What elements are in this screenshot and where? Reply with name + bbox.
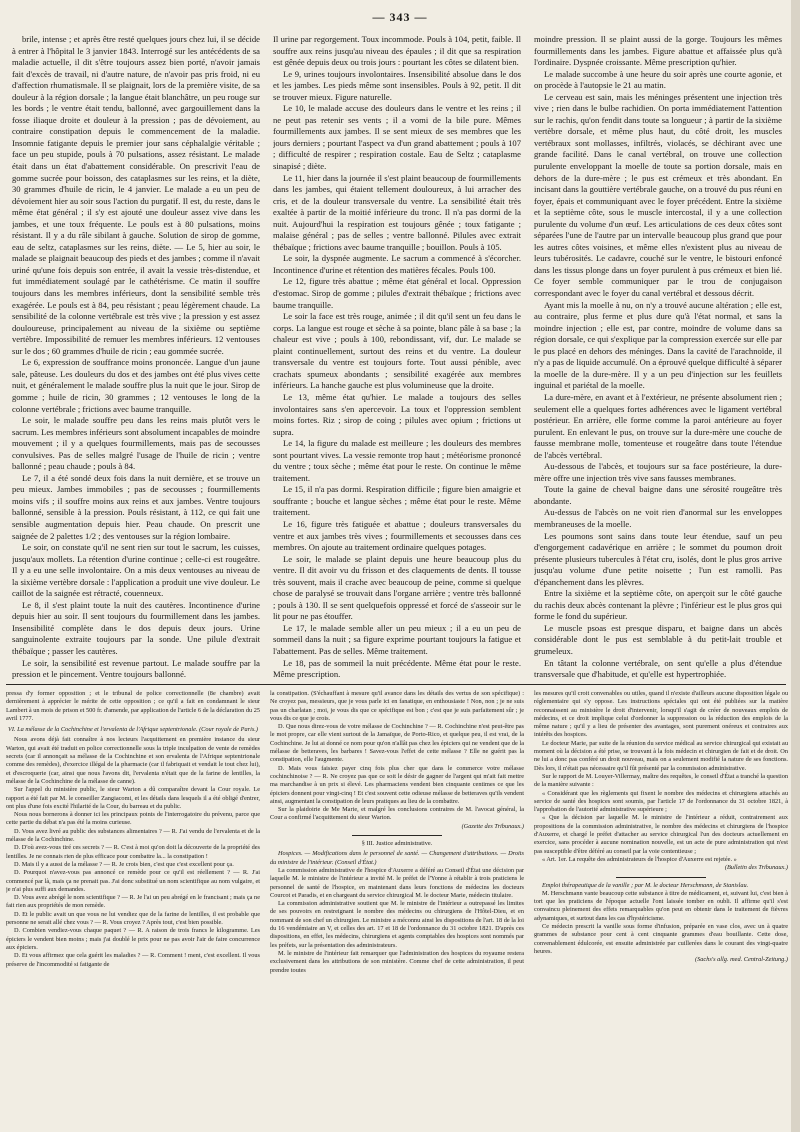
lower-column-3 [534, 690, 788, 1128]
paragraph: La commission administrative de l'hospice d'Auxerre a déféré au Conseil d'État une décision par laquelle M. le ministre de l'intérieur a invité M. le préfet de l'Yonne à rétablir à trois praticiens le personnel de santé de l'hospice, en maintenant dans leurs fonctions de médecins les docteurs Courcot et Paradis, et en chargeant du service chirurgical M. le docteur Marie, médecin titulaire. [270, 866, 524, 899]
paragraph: Le malade succombe à une heure du soir après une courte agonie, et on procède à l'autopsie le 21 au matin. [534, 68, 782, 91]
page-number: — 343 — [372, 10, 428, 24]
paragraph: Le soir, la sensibilité est revenue partout. Le malade souffre par la pression et le pincement. Ventre toujours ballonné. [12, 657, 260, 680]
paragraph: moindre pression. Il se plaint aussi de la gorge. Toujours les mêmes fourmillements dans les jambes. Figure abattue et affaissée plus qu'à l'ordinaire. Dyspnée croissante. Même prescription qu'hier. [534, 34, 782, 68]
paragraph: Nous nous bornerons à donner ici les principaux points de l'interrogatoire du prévenu, parce que cette partie du débat n'a pas été la moins curieuse. [6, 811, 260, 827]
section-divider [6, 684, 786, 685]
paragraph: M. le ministre de l'intérieur fait remarquer que l'administration des hospices du royaume restera exclusivement dans les attributions de son ministère. Comme chef de cette administration, il peut prendre toutes [270, 949, 524, 974]
lower-column-2 [270, 690, 524, 1128]
paragraph: Le 11, hier dans la journée il s'est plaint beaucoup de fourmillements dans les jambes, qui étaient tellement douloureux, à lui arracher des cris, et de la douleur transversale du ventre. La sensibilité était très exaltée à partir de la moitié inférieure du tronc. Il n'a pas dormi de la nuit. Aujourd'hui la respiration est toujours gênée ; toux fatigante ; malaise général ; pas de selles ; ventre ballonné. Pilules avec extrait thébaïque ; frictions avec baume tranquille ; bouillon. Pouls à 105. [273, 172, 521, 252]
source-citation: (Bulletin des Tribunaux.) [724, 864, 788, 872]
paragraph: Sur l'appel du ministère public, le sieur Warton a dû comparaître devant la Cour royale. Le rapport a été fait par M. le conseiller Zangiacomi, et les détails dans lesquels il a été obligé d'entrer, ont plus d'une fois excité l'hilarité de la Cour, du barreau et du public. [6, 786, 260, 810]
source-citation: (Gazette des Tribunaux.) [461, 822, 524, 830]
paragraph: D. Combien vendiez-vous chaque paquet ? — R. A raison de trois francs le kilogramme. Les épiciers le vendent bien moins ; mais j'ai doublé le prix pour ne pas avoir l'air de faire concurrence aux épiciers. [6, 927, 260, 951]
paragraph: D. Vous avez abrégé le nom scientifique ? — R. Je l'ai un peu abrégé en le francisant ; mais ça ne fait rien aux propriétés de mon remède. [6, 894, 260, 910]
paragraph: Le soir, on constate qu'il ne sent rien sur tout le sacrum, les cuisses, jusqu'aux mollets. La rétention d'urine continue ; celle-ci est rougeâtre. Il y a eu une selle involontaire. On a mis deux ventouses au niveau de la sixième vertèbre dorsale : l'application a produit une vive douleur. Le caillot de la saignée est rétracté, couenneux. [12, 542, 260, 599]
paragraph: D. Et vous affirmez que cela guérit les maladies ? — R. Comment ! ment, c'est excellent. Il vous préserve de l'incommodité si fatigante de [6, 952, 260, 968]
paragraph: Entre la sixième et la septième côte, on aperçoit sur le côté gauche du rachis deux abcès contenant la plèvre ; l'inférieur est le plus gros qui forme le fond du supérieur. [534, 588, 782, 622]
paragraph: Toute la gaine de cheval baigne dans une sérosité rougeâtre très abondante. [534, 484, 782, 506]
paragraph: Le 7, il a été sondé deux fois dans la nuit dernière, et se trouve un peu mieux. Jambes immobiles ; pas de secousses ; fourmillements moins vifs ; il souffre moins aux reins et aux jambes. Ventre toujours ballonné, sensible à la pression. Pouls résistant, à 112, ce qui fait une sensible augmentation depuis hier. Peau chaude. On prescrit une saignée de 2 palettes 1/2 ; des ventouses sur la région lombaire. [12, 472, 260, 541]
paragraph: En tâtant la colonne vertébrale, on sent qu'elle a plus d'étendue transversale que d'habitude, et qu'elle est hypertrophiée. [534, 657, 782, 680]
paragraph: D. Mais il y a aussi de la mélasse ? — R. Je crois bien, c'est que c'est excellent pour ça. [14, 860, 234, 868]
paragraph: D. Pourquoi n'avez-vous pas annoncé ce remède pour ce qu'il est réellement ? — R. J'ai commencé par là, mais ça ne prenait pas. J'ai donc substitué un nom scientifique au nom vulgaire, et je n'ai plus suffi aux demandes. [6, 869, 260, 893]
lower-column-1 [6, 690, 260, 1128]
paragraph: D. D'où avez-vous tiré ces secrets ? — R. C'est à moi qu'on doit la découverte de la propriété des lentilles. Je ne connais rien de plus efficace pour combattre la... la constipation ! [6, 844, 260, 860]
divider [616, 877, 706, 878]
paragraph: pressa d'y former opposition ; et le tribunal de police correctionnelle (8e chambre) avait dernièrement à apprécier le mérite de cette opposition ; ce qu'il a fait en condamnant le sieur Lambert à un mois de prison et 500 fr. d'amende, par application de l'article 6 de la déclaration du 25 avril 1777. [6, 690, 260, 722]
paragraph: Le muscle psoas est presque disparu, et baigne dans un abcès considérable dont le pus est semblable à du petit-lait trouble et grumeleux. [534, 622, 782, 656]
paragraph: les mesures qu'il croit convenables ou utiles, quand il n'existe d'ailleurs aucune disposition légale ou réglementaire qui s'y oppose. Les instructions spéciales qui ont été publiées sur la matière reconnaissent au ministère le droit d'intervenir, lorsqu'il s'agit de créer de nouveaux emplois de médecins, et ce droit implique celui d'ordonner la suppression ou la réduction des emplois de la même nature ; qu'il y a lieu de présenter des avantages, sont purement onéreux et contraires aux intérêts des hospices. [534, 690, 788, 739]
paragraph: brile, intense ; et après être resté quelques jours chez lui, il se décide à entrer à l'hôpital le 3 janvier 1843. Interrogé sur les antécédents de sa maladie actuelle, il dit s'être toujours assez bien porté, n'avoir jamais fait d'excès de travail, ni d'autre nature, de n'avoir pas pris froid, ni eu d'affection rhumatismale. Il se plaignait, lors de la première visite, de sa douleur à la région dorsale ; la langue était blanchâtre, un peu rouge sur les bords ; le ventre était tendu, ballonné, avec gargouillement dans la fosse iliaque droite et douleur à la pression ; pas de dévoiement, au contraire constipation depuis le commencement de la maladie. Insomnie fatigante depuis le premier jour sans céphalalgie véritable ; face un peu stupide, pouls à 70 pulsations, assez résistant. Le malade était dans un état d'abattement considérable. On prescrivit l'eau de gomme sucrée pour boisson, des cataplasmes sur les reins, et la diète, 30 grammes d'huile de ricin, le 4 janvier. Le malade a eu un peu de dévoiement hier au soir sous l'action du purgatif. Il est, du reste, dans le même état général ; il s'y est ajouté une douleur assez vive dans les jambes, et une toux fréquente. Le pouls est à 80 pulsations, moins résistant. Il y a du râle sibilant à gauche. Solution de sirop de gomme, eau de seltz, cataplasmes sur les reins, diète. — Le 5, hier au soir, le malade se plaignait beaucoup des pieds et des jambes ; comme il n'avait uriné qu'une fois depuis son entrée, il avait la vessie très-distendue, et fut immédiatement soulagé par le cathétérisme. Ce matin il souffre toujours dans les membres inférieurs, dont la sensibilité semble très exagérée. Le pouls est à 84, peu résistant ; peau légèrement chaude. La sensibilité de la colonne vertébrale est très vive ; la pression y est assez douloureuse, principalement au niveau de la sixième ou septième vertèbre. Impossibilité de remuer les membres inférieurs. 12 ventouses sur le dos ; 60 grammes d'huile de ricin ; eau gommée sucrée. [12, 34, 260, 356]
divider [352, 835, 442, 836]
paragraph: Ce médecin prescrit la vanille sous forme d'infusion, préparée en vase clos, avec un à quatre grammes de substance pour cent à cent cinquante grammes d'eau bouillante. Cette dose, convenablement édulcorée, est ensuite administrée par cuillerées dans le courant des vingt-quatre heures. [534, 923, 788, 955]
article-heading: Emploi thérapeutique de la vanille ; par M. le docteur Herschmann, de Stanislau. [542, 881, 749, 889]
paragraph: Le cerveau est sain, mais les méninges présentent une injection très vive ; rien dans le bulbe rachidien. On porta immédiatement l'attention sur le rachis, qu'on fendit dans toute sa longueur ; à partir de la sixième vertèbre dorsale, et même plus haut, du côté droit, les muscles vertébraux sont mollasses, infiltrés, violacés, se déchirant avec une grande facilité. Dans le canal vertébral, on trouve une collection purulente enveloppant la moelle de toute sa portion dorsale, mais en dehors de la dure-mère ; le pus est crémeux et très abondant. En incisant dans la gouttière vertébrale gauche, on a trouvé du pus réuni en foyer, épais et communiquant avec le foyer précédent. Entre la sixième et la septième côte, sous le muscle intercostal, il y a une collection purulente du volume d'un œuf. Les articulations de ces deux côtes sont séparées l'une de l'autre par un intervalle beaucoup plus grand que pour les autres côtes voisines, et même elles n'existent plus au niveau de leurs tubérosités. Le cadavre, couché sur le ventre, le bistouri enfoncé dans les tissus plonge dans un foyer purulent à pus crémeux et bien lié. Ce foyer semble communiquer par le trou de conjugaison correspondant avec le foyer du canal vertébral et dessous décrit. [534, 91, 782, 299]
paragraph: D. Et le public avait un que vous ne lui vendiez que de la farine de lentilles, il est probable que personne ne serait allé chez vous ? — R. Vous croyez ? Après tout, c'est bien possible. [6, 910, 260, 927]
paragraph: D. Que nous direz-vous de votre mélasse de Cochinchine ? — R. Cochinchine n'est peut-être pas le mot propre, car elle vient surtout de la Jamaïque, de Porto-Rico, et quelque peu, il est vrai, de la Cochinchine. Je lui ai donné ce nom pour qu'on n'allât pas chez les épiciers qui ne vendent que de la mélasse de betteraves, les barbares ! Savez-vous l'effet de cette mélasse ? Elle ne guérit pas la constipation, elle l'augmente. [270, 723, 524, 764]
paragraph: Le 6, expression de souffrance moins prononcée. Langue d'un jaune sale, pâteuse. Les douleurs du dos et des jambes ont été plus vives cette nuit, et généralement le malade souffre plus la nuit que le jour. Sirop de gomme ; huile de ricin, 30 grammes ; 12 ventouses le long de la colonne vertébrale ; frictions avec baume tranquille. [12, 357, 260, 414]
paragraph: Le 14, la figure du malade est meilleure ; les douleurs des membres sont pourtant vives. La vessie remonte trop haut ; météorisme prononcé du ventre ; toux sèche ; même état pour le reste. On continue le même traitement. [273, 438, 521, 483]
paragraph [534, 681, 782, 682]
article-column-2 [273, 34, 521, 682]
paragraph: « Art. 1er. La requête des administrateurs de l'hospice d'Auxerre est rejetée. » [542, 855, 737, 863]
paragraph [273, 681, 521, 682]
paragraph: Le 9, urines toujours involontaires. Insensibilité absolue dans le dos et les jambes. Les pieds même sont insensibles. Pouls à 92, petit. Il dit se trouver mieux. Figure naturelle. [273, 68, 521, 102]
page-edge [791, 0, 800, 1132]
paragraph: Le 8, il s'est plaint toute la nuit des cautères. Incontinence d'urine depuis hier au soir. Il sent toujours du fourmillement dans les jambes. Insensibilité complète dans le dos depuis deux jours. Urine sanguinolente extraite toujours par la sonde. Une pilule d'extrait thébaïque ; passer les cautères. [12, 599, 260, 656]
article-column-3 [534, 34, 782, 682]
paragraph: Nous avons déjà fait connaître à nos lecteurs l'acquittement en première instance du sieur Warton, qui avait été traduit en police correctionnelle sous la triple inculpation de vente de remèdes secrets (car il annonçait sa mélasse de la Cochinchine et son ervalenta de l'Afrique septentrionale comme des remèdes), d'exercice illégal de la pharmacie (car il fabriquait et vendait le tout chez lui), et d'escroquerie (car, ainsi que nous l'avons dit, l'ervalenta n'était que de la farine de lentilles, la mélasse de la Cochinchine de la mélasse de canne). [6, 736, 260, 785]
source-citation: (Sachs's allg. med. Central-Zeitung.) [695, 956, 788, 964]
section-heading: VI. La mélasse de la Cochinchine et l'ervalenta de l'Afrique septentrionale. (Cour royale de Paris.) [8, 726, 258, 734]
paragraph: Le soir la face est très rouge, animée ; il dit qu'il sent un feu dans le corps. La langue est rouge et sèche à sa pointe, blanc pâle à sa base ; la chaleur est vive ; pouls à 100, rebondissant, vif, dur. Le malade se plaint continuellement, surtout des reins et du ventre. La douleur transversale du ventre est toujours forte. Tout aussi pénible, avec crachats spumeux abondants ; sensibilité exagérée aux membres inférieurs. La hanche gauche est plus volumineuse que la droite. [273, 311, 521, 391]
paragraph: la constipation. (S'échauffant à mesure qu'il avance dans les détails des vertus de son spécifique) : Ne croyez pas, messieurs, que je vous parle ici en fanatique, en enthousiaste ! Non, non ; je ne suis pas un charlatan ; moi, je vous dis que ce spécifique est bon ; c'est que je suis parfaitement sûr ; je vous dis ce que je crois. [270, 690, 524, 722]
article-column-1 [12, 34, 260, 682]
paragraph: La commission administrative soutient que M. le ministre de l'intérieur a outrepassé les limites de ses pouvoirs en restreignant le nombre des médecins ou chirurgiens de l'Hôtel-Dieu, et en nommant de son chef un chirurgien. Le ministre a méconnu ainsi les dispositions de l'art. 18 de la loi du 16 vendémiaire an V, et celles des art. 17 et 18 de l'ordonnance du 31 octobre 1821. D'après ces dispositions, en effet, les médecins, chirurgiens et agents comptables des hospices sont nommés par les préfets, sur la présentation des administrateurs. [270, 900, 524, 949]
paragraph: Les poumons sont sains dans toute leur étendue, sauf un peu d'engorgement cadavérique en arrière ; le sommet du poumon droit présente plusieurs tubercules à l'état cru, isolés, dont le plus gros arrive jusqu'au volume d'une petite noisette ; l'un est ramolli. Pas d'épanchement dans les plèvres. [534, 530, 782, 587]
paragraph: Sur la plaidoirie de Me Marie, et malgré les conclusions contraires de M. l'avocat général, la Cour a confirmé l'acquittement du sieur Warton. [270, 806, 524, 822]
paragraph: Au-dessus de l'abcès on ne voit rien d'anormal sur les enveloppes membraneuses de la moelle. [534, 507, 782, 529]
paragraph: Ayant mis la moelle à nu, on n'y a trouvé aucune altération ; elle est, au contraire, plus ferme et plus dure qu'à l'état normal, et sans la moindre injection ; elle est, par contre, moindre de volume dans sa région dorsale, ce qui s'explique par la compression exercée sur elle par le pus placé en dehors des méninges. Dans la cavité de l'arachnoïde, il n'y a pas de liquide accumulé. On a éprouvé quelque difficulté à séparer la moelle de la dure-mère. Il y a un peu d'injection sur les feuillets inguinal et pariétal de la moelle. [534, 299, 782, 391]
paragraph: « Considérant que les règlements qui fixent le nombre des médecins et chirurgiens attachés au service de santé des hospices sont soumis, par l'article 17 de l'ordonnance du 31 octobre 1821, à l'approbation de l'autorité administrative supérieure ; [534, 789, 788, 814]
paragraph: Au-dessous de l'abcès, et toujours sur sa face postérieure, la dure-mère offre une injection très vive sans fausses membranes. [534, 461, 782, 483]
paragraph: Le soir, le malade souffre peu dans les reins mais plutôt vers le sacrum. Les membres inférieurs sont absolument incapables de moindre mouvement ; il y a quelques fourmillements, mais pas de secousses convulsives. Pas de selles malgré l'usage de l'huile de ricin ; ventre ballonné ; peau chaude ; pouls à 84. [12, 415, 260, 472]
paragraph: La dure-mère, en avant et à l'extérieur, ne présente absolument rien ; seulement elle a quelques fortes adhérences avec le ligament vertébral postérieur. En arrière, elle forme comme la paroi antérieure au foyer purulent. En enlevant le pus, on trouve sur la dure-mère une couche de fausse membrane molle, tomenteuse et rougeâtre dans toute l'étendue de l'abcès vertébral. [534, 391, 782, 460]
paragraph: Le 16, figure très fatiguée et abattue ; douleurs transversales du ventre et aux jambes très vives ; fourmillements et secousses dans ces membres. On ajoute au traitement ordinaire quelques potages. [273, 518, 521, 553]
subsection-heading: Hospices. — Modifications dans le personnel de santé. — Changement d'attributions. — Droits du ministre de l'intérieur. (Conseil d'État.) [270, 850, 524, 866]
paragraph: M. Herschmann vante beaucoup cette substance à titre de médicament, et, suivant lui, c'est bien à tort que les praticiens de l'époque actuelle l'ont laissée tomber en oubli. Il affirme qu'il s'est convaincu pleinement des effets remarquables qu'on peut en obtenir dans le traitement de fièvres adynamiques, et surtout dans les cas d'hystéricisme. [534, 889, 788, 922]
paragraph: Le docteur Marie, par suite de la réunion du service médical au service chirurgical qui existait au moment où la décision a été prise, se trouvant à la fois médecin et chirurgien de fait et de droit. On ne lui a donc pas conféré un droit nouveau, mais on a seulement modifié la nature de ses fonctions. Dès lors, il n'était pas nécessaire qu'il fût présenté par la commission administrative. [534, 739, 788, 772]
paragraph: Le 10, le malade accuse des douleurs dans le ventre et les reins ; il ne peut pas retenir ses vents ; il a vomi de la bile pure. Mêmes fourmillements aux jambes. Il se sent mieux de ses membres que les jours derniers ; pourtant l'aspect va d'un grand abattement ; pouls à 107 ; difficulté de respirer ; respiration costale. Eau de Seltz ; cataplasme sinapisé ; diète. [273, 103, 521, 172]
paragraph: Il urine par regorgement. Toux incommode. Pouls à 104, petit, faible. Il souffre aux reins jusqu'au niveau des épaules ; il dit que sa respiration est gênée depuis deux ou trois jours : pourtant les côtes se dilatent bien. [273, 34, 521, 68]
paragraph: Sur le rapport de M. Louyer-Villermay, maître des requêtes, le conseil d'État a tranché la question de la manière suivante : [534, 772, 788, 789]
feuilleton-section [6, 690, 788, 1128]
paragraph: D. Vous avez livré au public des substances alimentaires ? — R. J'ai vendu de l'ervalenta et de la mélasse de la Cochinchine. [6, 827, 260, 844]
paragraph: D. Mais vous faisiez payer cinq fois plus cher que dans le commerce votre mélasse cochinchinoise ? — R. Ne croyez pas que ce soit le désir de gagner de l'argent qui m'ait fait mettre ma marchandise à un prix si élevé. Les pharmaciens vendent bien cinquante centimes ce que les épiciers donnent pour vingt-cinq ! Et c'est souvent cette odieuse mélasse de betteraves qu'ils vendent ainsi, augmentant la constipation de leurs pratiques au lieu de la combattre. [270, 764, 524, 805]
paragraph: Le soir, la dyspnée augmente. Le sacrum a commencé à s'écorcher. Incontinence d'urine et rétention des matières fécales. Pouls 100. [273, 253, 521, 275]
paragraph: Le 13, même état qu'hier. Le malade a toujours des selles involontaires sans s'en apercevoir. La toux et l'oppression semblent moins fortes. Riz ; sirop de coing ; pilules avec opium ; frictions ut supra. [273, 391, 521, 437]
paragraph: Le soir, le malade se plaint depuis une heure beaucoup plus du ventre. Il dit avoir vu du frisson et des claquements de dents. Il tousse très souvent, mais il crache avec beaucoup de peine, comme si quelque chose de paralysé se trouvait dans l'organe arrière ; ventre très ballonné ; pouls à 130. Il se sent quelquefois oppressé et forcé de s'asseoir sur le lit pour ne pas étouffer. [273, 553, 521, 622]
paragraph: Le 17, le malade semble aller un peu mieux ; il a eu un peu de sommeil dans la nuit ; sa figure exprime pourtant toujours la fatigue et l'abattement. Pas de selles. Même traitement. [273, 622, 521, 656]
paragraph: Le 18, pas de sommeil la nuit précédente. Même état pour le reste. Même prescription. [273, 657, 521, 680]
paragraph: Le 15, il n'a pas dormi. Respiration difficile ; figure bien amaigrie et souffrante ; bouche et langue sèches ; même état pour le reste. Même traitement. [273, 484, 521, 518]
main-article [12, 34, 782, 682]
paragraph: Le 12, figure très abattue ; même état général et local. Oppression d'estomac. Sirop de gomme ; pilules d'extrait thébaïque ; frictions avec baume tranquille. [273, 276, 521, 310]
section-heading: § III. Justice administrative. [361, 840, 433, 848]
paragraph: « Que la décision par laquelle M. le ministre de l'intérieur a réduit, contrairement aux propositions de la commission administrative, le nombre des médecins et chirurgiens de l'hospice d'Auxerre, et chargé le préfet d'attacher au service chirurgical l'un des docteurs actuellement en exercice, sans procéder à aucune nomination nouvelle, est un acte de pure administration qui n'est pas susceptible d'être déféré au conseil par la voie contentieuse ; [534, 814, 788, 855]
